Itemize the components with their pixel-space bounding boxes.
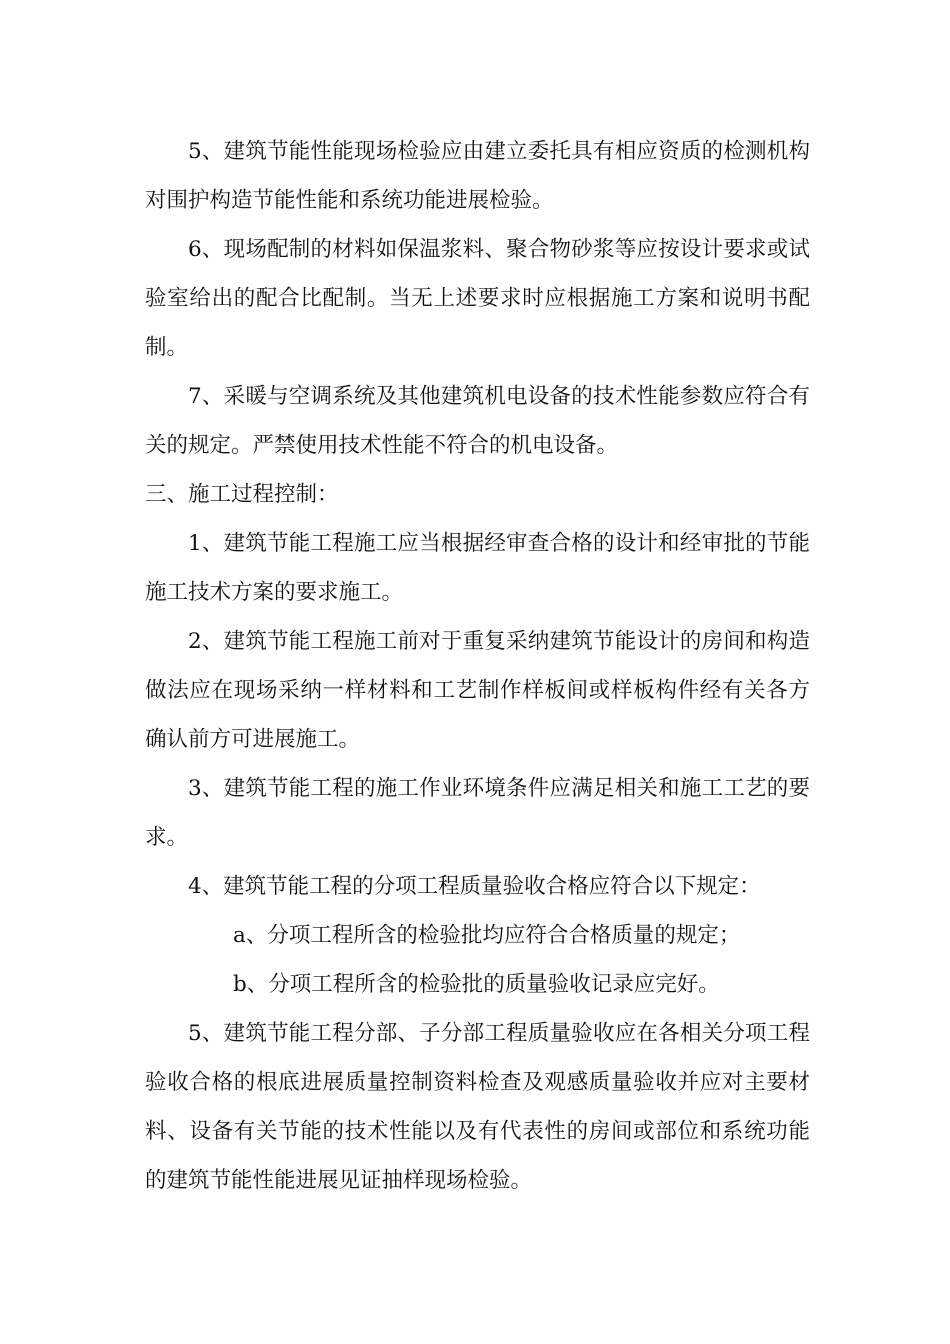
paragraph-item-7-equipment: 7、采暖与空调系统及其他建筑机电设备的技术性能参数应符合有关的规定。严禁使用技术性能不符合的机电设备。 bbox=[145, 384, 810, 458]
paragraph-item-2-sample-room: 2、建筑节能工程施工前对于重复采纳建筑节能设计的房间和构造做法应在现场采纳一样材料和工艺制作样板间或样板构件经有关各方确认前方可进展施工。 bbox=[145, 629, 810, 752]
paragraph-item-5-subdivision: 5、建筑节能工程分部、子分部工程质量验收应在各相关分项工程验收合格的根底进展质量控制资料检查及观感质量验收并应对主要材料、设备有关节能的技术性能以及有代表性的房间或部位和系统功能的建筑节能性能进展见证抽样现场检验。 bbox=[145, 1021, 810, 1193]
paragraph-item-5-testing: 5、建筑节能性能现场检验应由建立委托具有相应资质的检测机构对围护构造节能性能和系统功能进展检验。 bbox=[145, 139, 810, 213]
document-body bbox=[145, 127, 810, 1205]
sub-item-a: a、分项工程所含的检验批均应符合合格质量的规定； bbox=[233, 923, 741, 948]
paragraph-item-6-materials: 6、现场配制的材料如保温浆料、聚合物砂浆等应按设计要求或试验室给出的配合比配制。当无上述要求时应根据施工方案和说明书配制。 bbox=[145, 237, 810, 360]
sub-item-b: b、分项工程所含的检验批的质量验收记录应完好。 bbox=[233, 972, 720, 997]
section-heading-construction-control: 三、施工过程控制： bbox=[145, 482, 339, 507]
paragraph-item-1-construction: 1、建筑节能工程施工应当根据经审查合格的设计和经审批的节能施工技术方案的要求施工。 bbox=[145, 531, 810, 605]
paragraph-item-4-acceptance: 4、建筑节能工程的分项工程质量验收合格应符合以下规定： bbox=[188, 874, 761, 899]
paragraph-item-3-environment: 3、建筑节能工程的施工作业环境条件应满足相关和施工工艺的要求。 bbox=[145, 776, 810, 850]
